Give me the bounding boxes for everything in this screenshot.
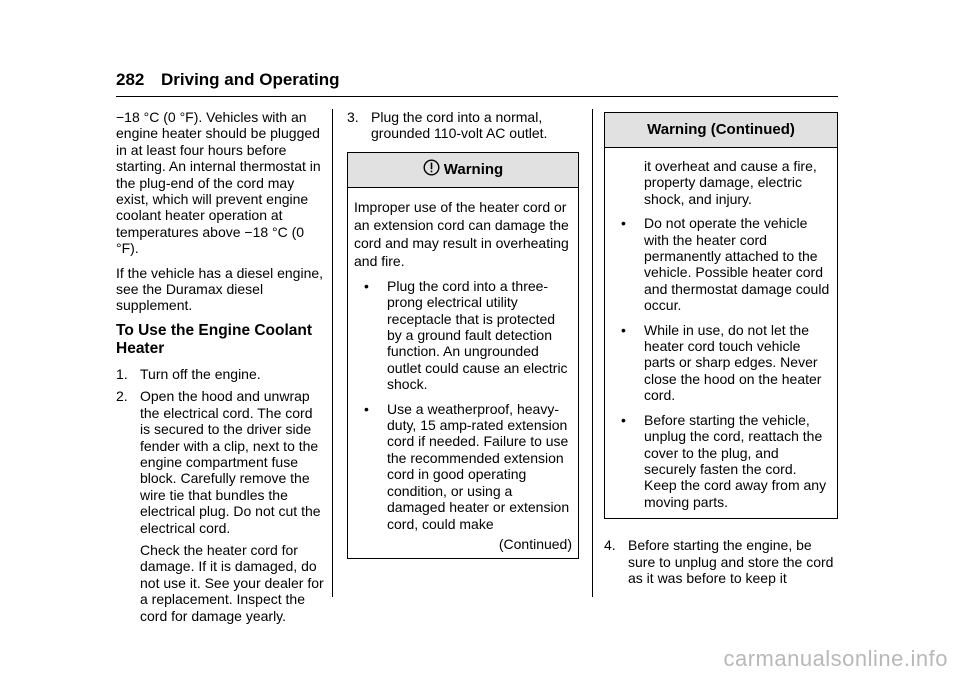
bullet-text: Plug the cord into a three-prong electrical utility receptacle that is protected by a ground fault detection function. An ungrounded outlet could cause an electric shock.: [387, 277, 568, 393]
warning-body: [605, 148, 837, 518]
bullet-marker: •: [364, 400, 369, 417]
warning-header: [348, 153, 578, 188]
column-2: [347, 109, 579, 559]
bullet-marker: •: [364, 277, 369, 294]
step-number: 4.: [604, 537, 616, 554]
step-item: [116, 388, 324, 536]
paragraph: −18 °C (0 °F). Vehicles with an engine heater should be plugged in at least four hours before starting. An internal thermostat in the plug-end of the cord may exist, which will prevent engine coolant heater operation at temperatures above −18 °C (0 °F).: [116, 109, 321, 257]
warning-header: [605, 113, 837, 148]
step-number: 1.: [116, 365, 128, 382]
continued-label: (Continued): [498, 535, 572, 552]
warning-icon: [423, 159, 440, 180]
step-text: Before starting the engine, be sure to unplug and store the cord as it was before to keep it: [628, 537, 834, 586]
step-sub-paragraph: Check the heater cord for damage. If it is damaged, do not use it. See your dealer for a replacement. Inspect the cord for damage yearly.: [140, 541, 324, 624]
paragraph: If the vehicle has a diesel engine, see the Duramax diesel supplement.: [116, 264, 324, 314]
bullet-text: Use a weatherproof, heavy-duty, 15 amp-rated extension cord if needed. Failure to use the recommended extension cord in good operating condition, or using a damaged heater or extension cord, could make: [387, 400, 570, 532]
bullet-item: [611, 412, 831, 510]
step-number: 2.: [116, 388, 128, 405]
warning-intro: Improper use of the heater cord or an extension cord can damage the cord and may result in overheating and fire.: [354, 198, 569, 269]
step-text: Turn off the engine.: [140, 365, 261, 382]
column-1: [116, 109, 324, 624]
bullet-item: [611, 322, 831, 404]
warning-box: [347, 152, 579, 560]
bullet-marker: •: [621, 321, 626, 338]
bullet-text: While in use, do not let the heater cord touch vehicle parts or sharp edges. Never close the hood on the heater cord.: [644, 321, 822, 404]
warning-continued-text: it overheat and cause a fire, property damage, electric shock, and injury.: [644, 158, 817, 207]
step-text: Open the hood and unwrap the electrical cord. The cord is secured to the driver side fender with a clip, next to the engine compartment fuse block. Carefully remove the wire tie that bundles the electrical plug. Do not cut the electrical cord.: [140, 388, 321, 536]
warning-box-continued: [604, 112, 838, 519]
bullet-item: [354, 401, 572, 532]
section-title: Driving and Operating: [161, 70, 340, 89]
warning-title: Warning (Continued): [647, 120, 795, 138]
bullet-item: [354, 278, 572, 393]
warning-body: [348, 188, 578, 559]
column-3: [604, 112, 838, 592]
page-header: [116, 70, 838, 97]
bullet-marker: •: [621, 411, 626, 428]
step-number: 3.: [347, 109, 359, 125]
warning-title: Warning: [443, 160, 504, 178]
step-item: [116, 366, 324, 382]
page-number: 282: [116, 70, 145, 89]
step-item: [347, 109, 579, 142]
bullet-marker: •: [621, 215, 626, 232]
watermark-text: carmanualsonline.info: [723, 646, 948, 671]
column-divider: [332, 109, 333, 597]
step-text: Plug the cord into a normal, grounded 110-volt AC outlet.: [371, 109, 548, 142]
step-item: [604, 537, 838, 586]
column-divider: [592, 109, 593, 597]
bullet-item: [611, 215, 831, 313]
subsection-heading: To Use the Engine Coolant Heater: [116, 321, 313, 357]
bullet-text: Before starting the vehicle, unplug the cord, reattach the cover to the plug, and securely fasten the cord. Keep the cord away from any moving parts.: [644, 411, 827, 510]
bullet-text: Do not operate the vehicle with the heater cord permanently attached to the vehicle. Possible heater cord and thermostat damage could occur.: [644, 215, 830, 314]
